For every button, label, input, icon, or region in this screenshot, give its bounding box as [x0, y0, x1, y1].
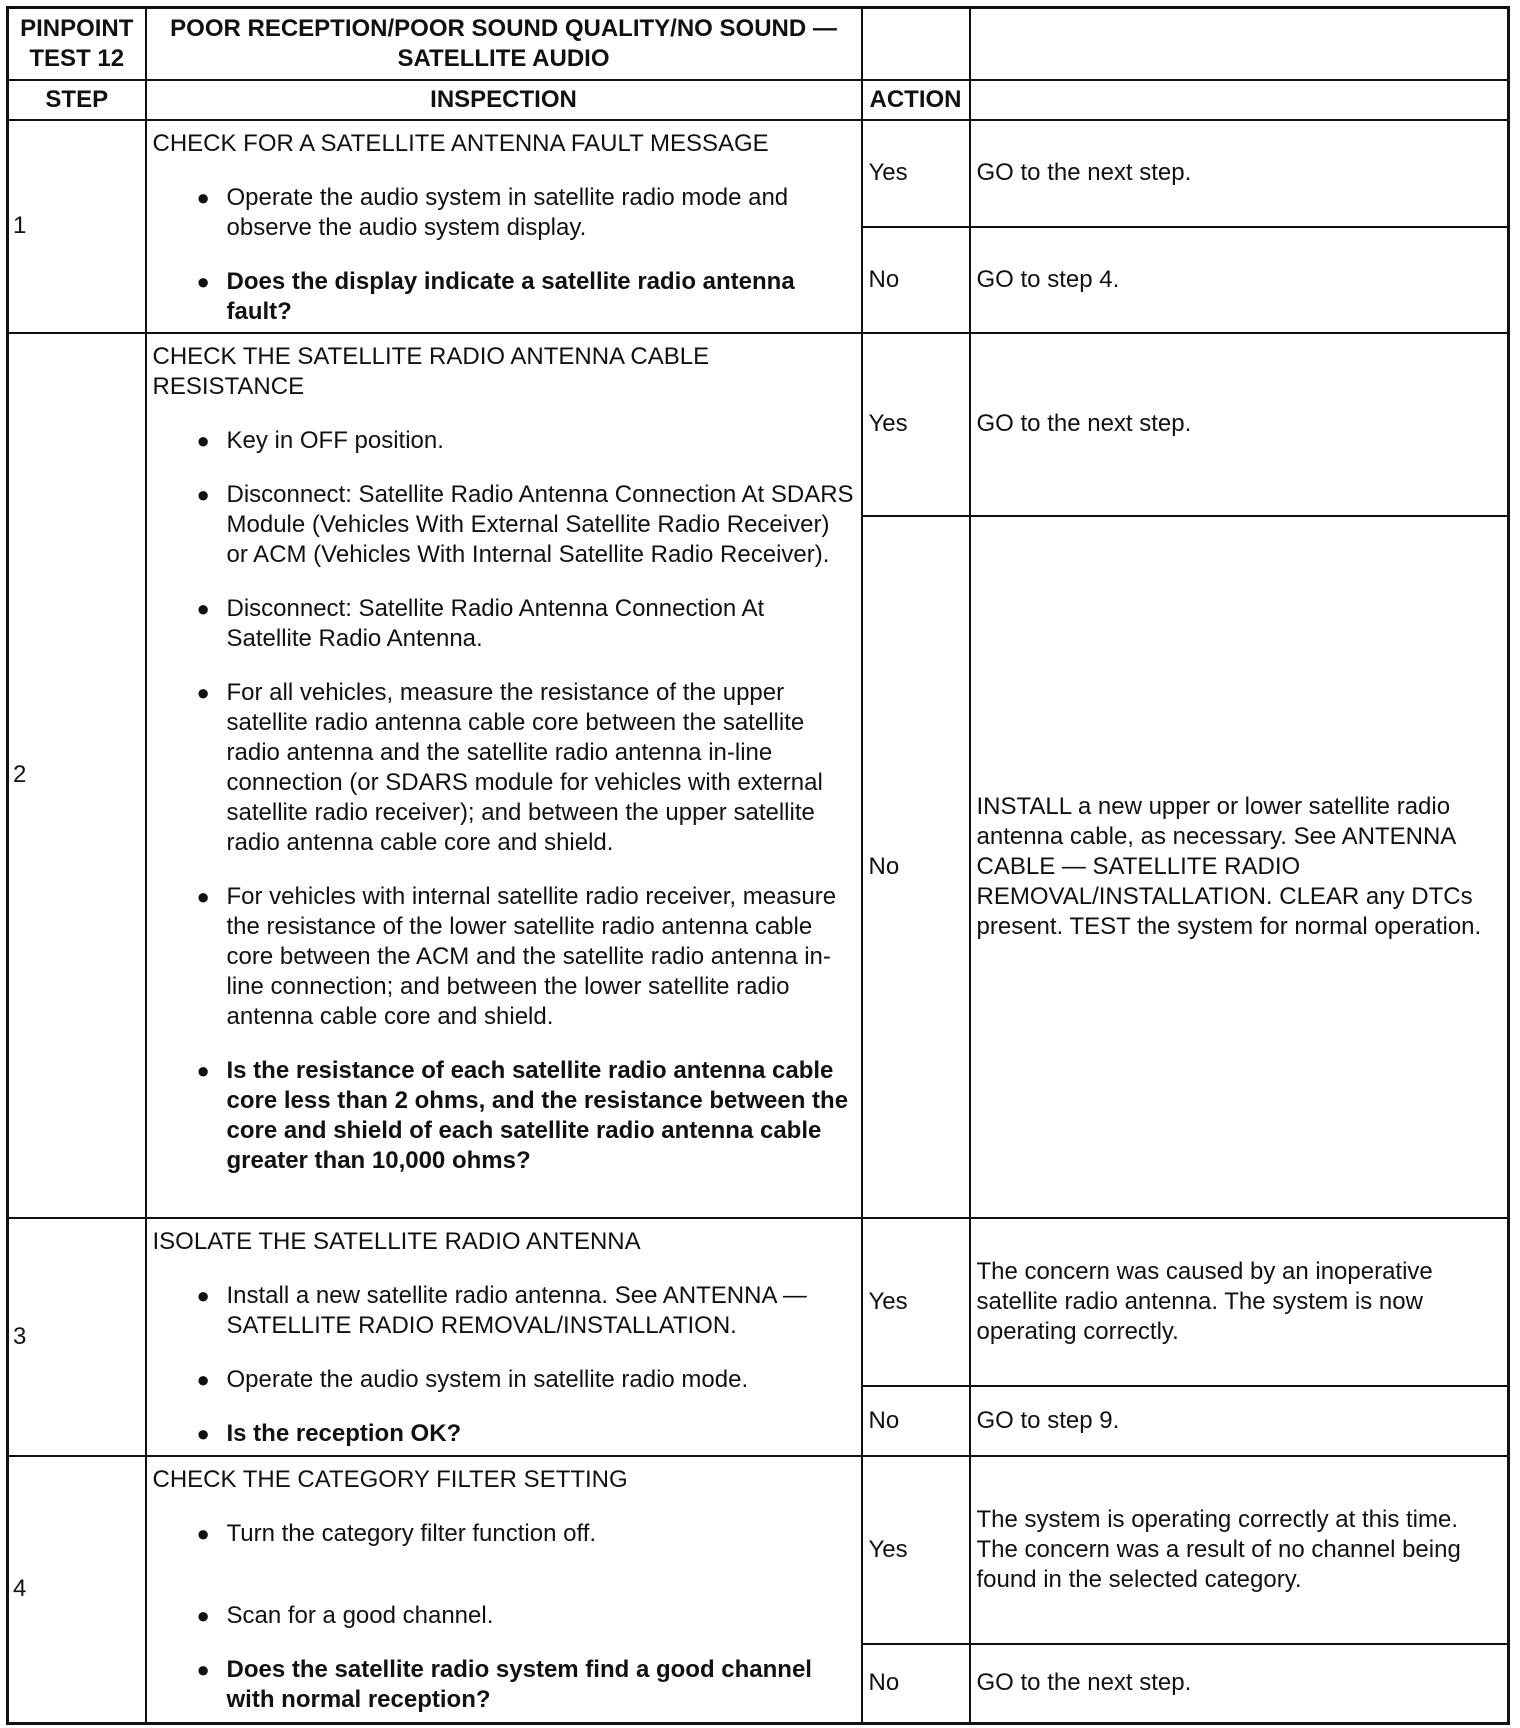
action-no: GO to step 9. [970, 1386, 1509, 1456]
bullet-item: ● Operate the audio system in satellite radio mode. [197, 1365, 855, 1395]
step-bullets [153, 1281, 855, 1449]
column-header-inspection: INSPECTION [146, 80, 862, 120]
bullet-item: ● Install a new satellite radio antenna. See ANTENNA — SATELLITE RADIO REMOVAL/INSTALLATION. [197, 1281, 855, 1341]
step-4-yes-row [8, 1456, 1509, 1644]
step-number: 3 [8, 1218, 146, 1456]
step-2-yes-row [8, 333, 1509, 516]
step-1-yes-row [8, 120, 1509, 227]
bullet-item: ● Key in OFF position. [197, 426, 855, 456]
step-question: ● Is the resistance of each satellite radio antenna cable core less than 2 ohms, and the resistance between the core and shield of each satellite radio antenna cable greater than 10,000 ohms? [197, 1056, 855, 1176]
pinpoint-test-table [6, 6, 1510, 1725]
column-header-action: ACTION [862, 80, 970, 120]
step-number: 2 [8, 333, 146, 1218]
bullet-item: ● Scan for a good channel. [197, 1601, 855, 1631]
bullet-item: ● For all vehicles, measure the resistance of the upper satellite radio antenna cable core between the satellite radio antenna and the satellite radio antenna in-line connection (or SDARS module for vehicles with external satellite radio receiver); and between the upper satellite radio antenna cable core and shield. [197, 678, 855, 858]
title-empty-cell [862, 8, 970, 80]
bullet-item: ● Turn the category filter function off. [197, 1519, 855, 1549]
step-3-yes-row [8, 1218, 1509, 1386]
answer-no: No [862, 1386, 970, 1456]
answer-yes: Yes [862, 1218, 970, 1386]
step-bullets [153, 426, 855, 1176]
bullet-item: ● For vehicles with internal satellite radio receiver, measure the resistance of the lower satellite radio antenna cable core between the ACM and the satellite radio antenna in-line connection; and between the lower satellite radio antenna cable core and shield. [197, 882, 855, 1032]
answer-yes: Yes [862, 120, 970, 227]
title-empty-cell [970, 8, 1509, 80]
step-question: ● Does the satellite radio system find a good channel with normal reception? [197, 1655, 855, 1715]
step-title: CHECK THE SATELLITE RADIO ANTENNA CABLE RESISTANCE [152, 342, 710, 400]
action-no: INSTALL a new upper or lower satellite radio antenna cable, as necessary. See ANTENNA CABLE — SATELLITE RADIO REMOVAL/INSTALLATION. CLEAR any DTCs present. TEST the system for normal operation. [970, 516, 1509, 1218]
column-header-row [8, 80, 1509, 120]
step-inspection [146, 333, 862, 1218]
step-number: 4 [8, 1456, 146, 1724]
step-number: 1 [8, 120, 146, 333]
action-yes: The system is operating correctly at this time. The concern was a result of no channel being found in the selected category. [970, 1456, 1509, 1644]
pinpoint-label: PINPOINT TEST 12 [8, 8, 146, 80]
action-yes: GO to the next step. [970, 333, 1509, 516]
test-title: POOR RECEPTION/POOR SOUND QUALITY/NO SOUND — SATELLITE AUDIO [146, 8, 862, 80]
bullet-item: ● Disconnect: Satellite Radio Antenna Connection At Satellite Radio Antenna. [197, 594, 855, 654]
action-yes: GO to the next step. [970, 120, 1509, 227]
answer-yes: Yes [862, 1456, 970, 1644]
step-bullets [153, 183, 855, 327]
step-inspection [146, 1218, 862, 1456]
action-no: GO to the next step. [970, 1644, 1509, 1724]
column-header-empty [970, 80, 1509, 120]
step-title: ISOLATE THE SATELLITE RADIO ANTENNA [152, 1227, 641, 1255]
step-question: ● Does the display indicate a satellite radio antenna fault? [197, 267, 855, 327]
action-no: GO to step 4. [970, 227, 1509, 333]
bullet-item: ● Operate the audio system in satellite radio mode and observe the audio system display. [197, 183, 855, 243]
step-title: CHECK THE CATEGORY FILTER SETTING [152, 1465, 628, 1493]
step-inspection [146, 1456, 862, 1724]
answer-yes: Yes [862, 333, 970, 516]
answer-no: No [862, 227, 970, 333]
step-bullets [153, 1519, 855, 1715]
answer-no: No [862, 1644, 970, 1724]
column-header-step: STEP [8, 80, 146, 120]
step-question: ● Is the reception OK? [197, 1419, 855, 1449]
title-row [8, 8, 1509, 80]
answer-no: No [862, 516, 970, 1218]
bullet-item: ● Disconnect: Satellite Radio Antenna Connection At SDARS Module (Vehicles With External Satellite Radio Receiver) or ACM (Vehicles With Internal Satellite Radio Receiver). [197, 480, 855, 570]
step-inspection [146, 120, 862, 333]
action-yes: The concern was caused by an inoperative satellite radio antenna. The system is now operating correctly. [970, 1218, 1509, 1386]
step-title: CHECK FOR A SATELLITE ANTENNA FAULT MESSAGE [152, 129, 769, 157]
